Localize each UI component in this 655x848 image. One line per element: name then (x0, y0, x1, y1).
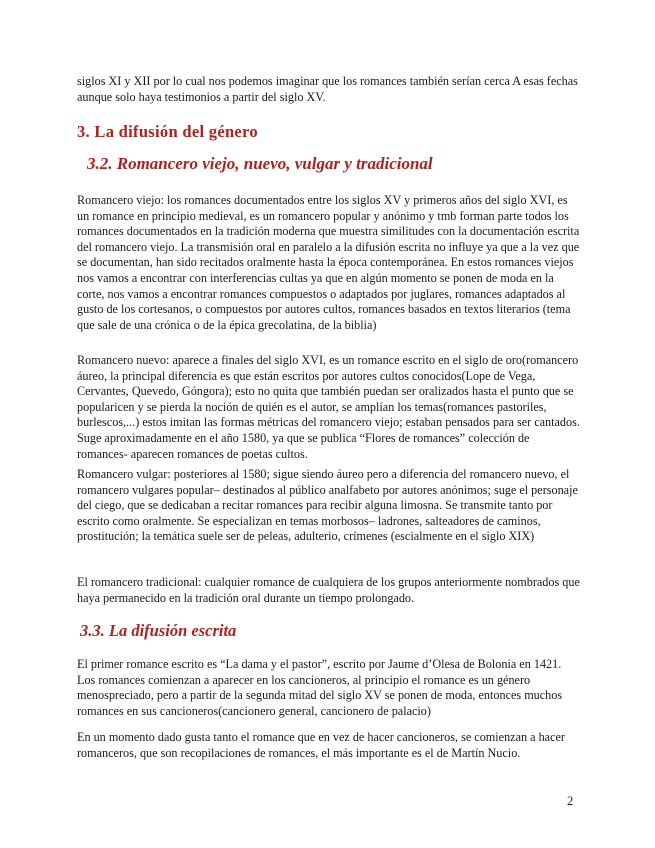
section-3-2-heading: 3.2. Romancero viejo, nuevo, vulgar y tradicional (87, 154, 433, 173)
section-3-3-heading: 3.3. La difusión escrita (80, 621, 237, 640)
romancero-nuevo-paragraph: Romancero nuevo: aparece a finales del siglo XVI, es un romance escrito en el siglo de oro(romancero áureo, la principal diferencia es que están escritos por autores cultos conocidos(Lope de Vega, Cervantes, Quevedo, Góngora); esto no quita que también puedan ser oralizados hasta el punto que se popularicen y se pierda la noción de quién es el autor, se amplían los temas(romances pastoriles, burlescos,...) estos imitan las formas métricas del romancero viejo; estaban pensados para ser cantados. Suge aproximadamente en el año 1580, ya que se publica “Flores de romances” colección de romances- aparecen romances de poetas cultos. (77, 353, 580, 461)
section-3-heading: 3. La difusión del género (77, 122, 258, 141)
intro-paragraph: siglos XI y XII por lo cual nos podemos imaginar que los romances también serían cerca A esas fechas aunque solo haya testimonios a partir del siglo XV. (77, 74, 578, 104)
page-number: 2 (567, 794, 574, 808)
romancero-vulgar-paragraph: Romancero vulgar: posteriores al 1580; sigue siendo áureo pero a diferencia del romancero nuevo, el romancero vulgares popular– destinados al público analfabeto por autores anónimos; suge el personaje del ciego, que se dedicaban a recitar romances para recibir alguna limosna. Se transmite tanto por escrito como oralmente. Se especializan en temas morbosos– ladrones, salteadores de caminos, prostitución; la temática suele ser de peleas, adulterio, crímenes (escialmente en el siglo XIX) (77, 467, 578, 544)
romancero-tradicional-paragraph: El romancero tradicional: cualquier romance de cualquiera de los grupos anteriormente nombrados que haya permanecido en la tradición oral durante un tiempo prolongado. (77, 575, 580, 605)
romanceros-paragraph: En un momento dado gusta tanto el romance que en vez de hacer cancioneros, se comienzan a hacer romanceros, que son recopilaciones de romances, el más importante es el de Martín Nucio. (77, 730, 565, 760)
primer-romance-paragraph: El primer romance escrito es “La dama y el pastor”, escrito por Jaume d’Olesa de Bolonia en 1421. Los romances comienzan a aparecer en los cancioneros, al principio el romance es un género menospreciado, pero a partir de la segunda mitad del siglo XV se ponen de moda, entonces muchos romances en sus cancioneros(cancionero general, cancionero de palacio) (77, 657, 563, 718)
romancero-viejo-paragraph: Romancero viejo: los romances documentados entre los siglos XV y primeros años del siglo XVI, es un romance en principio medieval, es un romancero popular y anónimo y tmb forman parte todos los romances documentados en la tradición moderna que muestra similitudes con la documentación escrita del romancero viejo. La transmisión oral en paralelo a la difusión escrita no influye ya que a la vez que se documentan, han sido recitados oralmente hasta la época contemporánea. En estos romances viejos nos vamos a encontrar con interferencias cultas ya que en algún momento se ponen de moda en la corte, nos vamos a encontrar romances compuestos o adaptados por juglares, romances adaptados al gusto de los cortesanos, o compuestos por autores cultos, romances basados en textos literarios (tema que sale de una crónica o de la épica grecolatina, de la biblia) (77, 193, 580, 332)
